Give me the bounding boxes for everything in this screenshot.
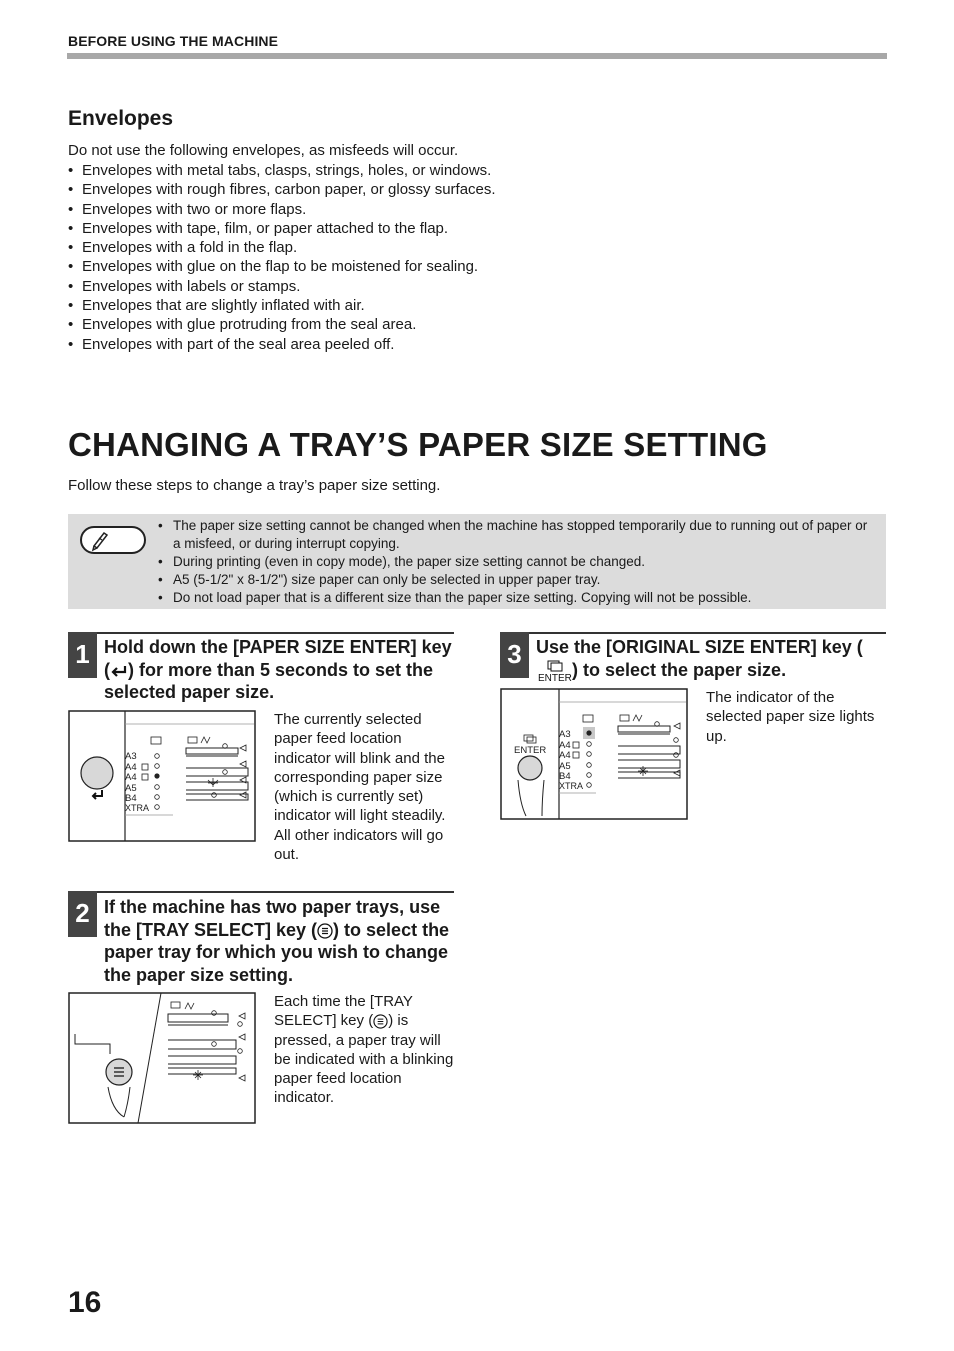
size-label: A3 — [559, 729, 571, 740]
step-1-title: Hold down the [PAPER SIZE ENTER] key ( ) for more than 5 seconds to set the selected paper size. — [104, 637, 452, 702]
original-size-enter-key — [518, 756, 542, 780]
step-1-panel-figure — [68, 710, 256, 842]
list-item: • Envelopes with rough fibres, carbon paper, or glossy surfaces. — [68, 180, 496, 199]
size-label: A3 — [125, 751, 137, 762]
note-item: • During printing (even in copy mode), the paper size setting cannot be changed. — [158, 553, 868, 571]
tray-select-icon — [373, 1014, 388, 1029]
step-2-rule — [97, 891, 454, 893]
step-1-text: The currently selected paper feed location indicator will blink and the corresponding paper size (which is currently set) indicator will light steadily. All other indicators will go out. — [274, 711, 446, 864]
note-item: • A5 (5-1/2" x 8-1/2") size paper can only be selected in upper paper tray. — [158, 571, 868, 589]
list-item: • Envelopes with part of the seal area peeled off. — [68, 335, 496, 354]
size-label: A5 — [559, 761, 571, 772]
list-item: • Envelopes with two or more flaps. — [68, 200, 496, 219]
list-item: • Envelopes with metal tabs, clasps, strings, holes, or windows. — [68, 161, 496, 180]
step-3-title: Use the [ORIGINAL SIZE ENTER] key ( ENTER ) to select the paper size. — [536, 637, 863, 682]
section-intro: Follow these steps to change a tray’s paper size setting. — [68, 477, 441, 494]
note-item: • Do not load paper that is a different size than the paper size setting. Copying will not be possible. — [158, 589, 868, 607]
envelopes-list — [68, 161, 496, 354]
original-size-enter-icon — [536, 660, 572, 682]
list-item: • Envelopes with glue protruding from the seal area. — [68, 315, 496, 334]
step-2-panel-figure — [68, 992, 256, 1124]
note-box — [68, 514, 886, 609]
step-3-text: The indicator of the selected paper size lights up. — [706, 689, 875, 745]
note-pencil-icon — [80, 526, 146, 554]
step-1-number: 1 — [68, 632, 97, 678]
section-title: CHANGING A TRAY’S PAPER SIZE SETTING — [68, 426, 768, 463]
size-label: A4 — [125, 772, 137, 783]
list-item: • Envelopes with glue on the flap to be moistened for sealing. — [68, 257, 496, 276]
size-label: A5 — [125, 783, 137, 794]
list-item: • Envelopes with a fold in the flap. — [68, 238, 496, 257]
size-label: A4 — [559, 740, 571, 751]
note-list — [158, 517, 868, 607]
enter-key-icon — [110, 664, 128, 678]
list-item: • Envelopes that are slightly inflated with air. — [68, 296, 496, 315]
paper-size-enter-key — [81, 757, 113, 789]
size-label: A4 — [125, 762, 137, 773]
envelopes-intro: Do not use the following envelopes, as misfeeds will occur. — [68, 142, 459, 159]
tray-select-icon — [317, 923, 333, 939]
page-number: 16 — [68, 1286, 102, 1319]
step-3-panel-figure — [500, 688, 688, 820]
envelopes-heading: Envelopes — [68, 107, 174, 130]
step-3-number: 3 — [500, 632, 529, 678]
size-label: A4 — [559, 750, 571, 761]
size-label: B4 — [559, 771, 571, 782]
step-2-text: Each time the [TRAY SELECT] key ( ) is pressed, a paper tray will be indicated with a blinking paper feed location indicator. — [274, 993, 454, 1107]
list-item: • Envelopes with labels or stamps. — [68, 277, 496, 296]
size-label: XTRA — [125, 803, 150, 813]
note-item: • The paper size setting cannot be changed when the machine has stopped temporarily due to running out of paper or a misfeed, or during interrupt copying. — [158, 517, 868, 553]
step-3-rule — [529, 632, 886, 634]
size-label: B4 — [125, 793, 137, 804]
size-label: XTRA — [559, 781, 584, 791]
enter-label: ENTER — [514, 745, 547, 756]
list-item: • Envelopes with tape, film, or paper attached to the flap. — [68, 219, 496, 238]
running-header: BEFORE USING THE MACHINE — [68, 33, 279, 49]
step-2-number: 2 — [68, 891, 97, 937]
header-rule — [67, 53, 887, 59]
enter-label: ENTER — [538, 672, 572, 682]
step-2-title: If the machine has two paper trays, use the [TRAY SELECT] key ( ) to select the paper tray for which you wish to change the paper size setting. — [104, 897, 450, 985]
step-1-rule — [97, 632, 454, 634]
